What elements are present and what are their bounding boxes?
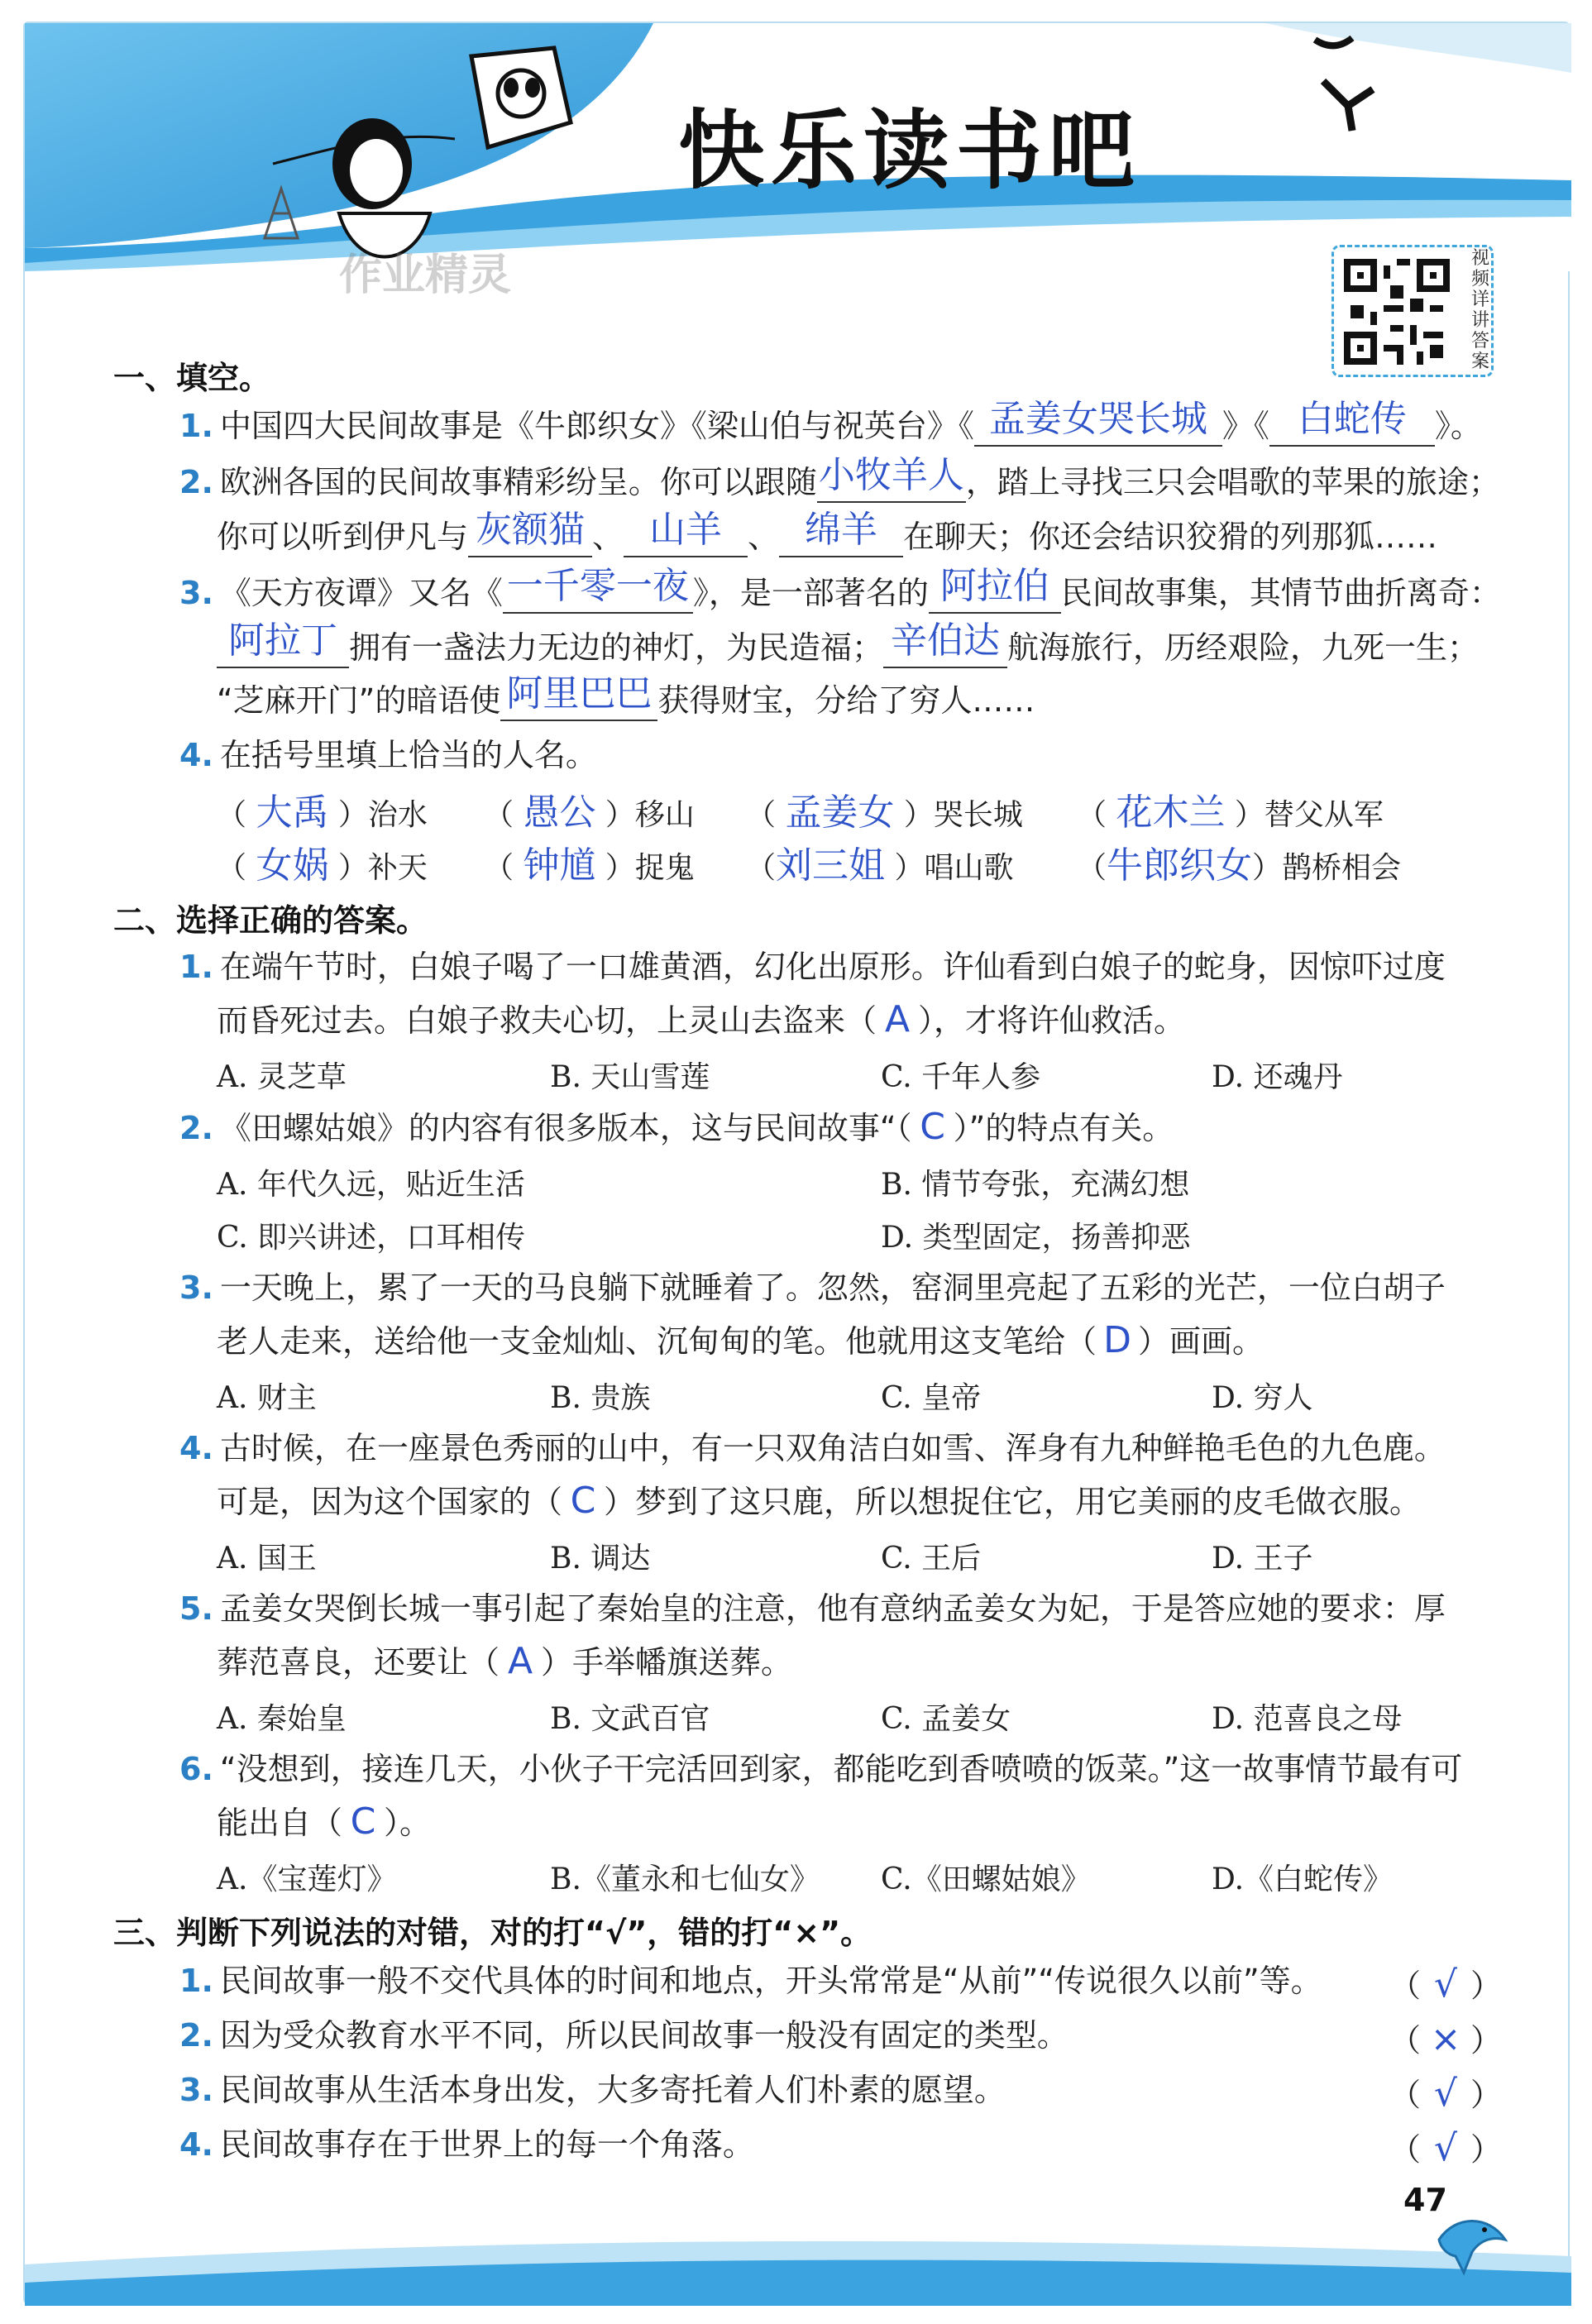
question-text: 在聊天；你还会结识狡猾的列那狐……	[903, 519, 1438, 555]
option-d[interactable]: D. 范喜良之母	[1212, 1702, 1403, 1736]
handwritten-answer[interactable]: C	[570, 1480, 596, 1522]
s2-q3-line2	[217, 1320, 1264, 1362]
s2-q6-line1	[179, 1748, 1462, 1790]
option-b[interactable]: B. 贵族	[550, 1381, 651, 1415]
s2-q1-line2	[217, 999, 1185, 1041]
name-item-text: 捉鬼	[634, 851, 695, 885]
statement-text: 因为受众教育水平不同，所以民间故事一般没有固定的类型。	[219, 2017, 1069, 2054]
option-a[interactable]: A. 国王	[217, 1542, 317, 1576]
handwritten-answer: 辛伯达	[891, 619, 1001, 662]
answer-blank[interactable]	[503, 565, 693, 614]
question-text: 欧洲各国的民间故事精彩纷呈。你可以跟随	[219, 464, 817, 500]
question-text: ）梦到了这只鹿，所以想捉住它，用它美丽的皮毛做衣服。	[604, 1484, 1422, 1520]
section-3-title: 三、判断下列说法的对错，对的打“√”，错的打“×”。	[113, 1915, 872, 1951]
answer-blank[interactable]	[883, 619, 1007, 668]
separator: 、	[748, 519, 780, 555]
statement-text: 民间故事一般不交代具体的时间和地点，开头常常是“从前”“传说很久以前”等。	[219, 1963, 1322, 1999]
handwritten-answer[interactable]: A	[507, 1640, 533, 1682]
handwritten-answer[interactable]: A	[884, 998, 911, 1040]
question-text: 而昏死过去。白娘子救夫心切，上灵山去盗来（	[217, 1002, 877, 1039]
qr-label: 视频详讲答案	[1470, 248, 1489, 372]
answer-blank[interactable]	[468, 509, 592, 557]
name-item-text: 鹊桥相会	[1282, 851, 1402, 885]
s1-q2-line2	[217, 509, 1438, 557]
question-text: 你可以听到伊凡与	[217, 519, 469, 555]
question-text: 获得财宝，分给了穷人……	[657, 682, 1035, 719]
name-item: （ 花木兰 ）替父从军	[1077, 782, 1384, 835]
s1-q3-line2	[217, 619, 1480, 668]
handwritten-answer: 一千零一夜	[506, 565, 689, 607]
question-number: 2.	[179, 2017, 213, 2054]
statement-text: 民间故事存在于世界上的每一个角落。	[219, 2126, 754, 2163]
handwritten-answer[interactable]: C	[920, 1106, 945, 1148]
question-text: 古时候，在一座景色秀丽的山中，有一只双角洁白如雪、浑身有九种鲜艳毛色的九色鹿。	[219, 1430, 1446, 1466]
question-number: 3.	[179, 2072, 213, 2108]
question-text: 在端午节时，白娘子喝了一口雄黄酒，幻化出原形。许仙看到白娘子的蛇身，因惊吓过度	[219, 949, 1446, 985]
s3-item	[179, 2015, 1069, 2056]
s2-q3-line1	[179, 1267, 1446, 1308]
name-item-text: 补天	[367, 851, 428, 885]
watermark: 作业精灵	[339, 251, 512, 300]
question-text: 《天方夜谭》又名《	[219, 575, 503, 611]
question-number: 1.	[179, 949, 213, 985]
answer-blank[interactable]	[974, 398, 1222, 447]
question-text: 航海旅行，历经艰险，九死一生；	[1007, 629, 1480, 666]
handwritten-answer: ×	[1430, 2018, 1461, 2060]
answer-blank[interactable]	[929, 565, 1061, 614]
page-number: 47	[1403, 2182, 1447, 2218]
handwritten-answer: 绵羊	[805, 509, 878, 551]
handwritten-answer[interactable]: D	[1103, 1319, 1131, 1361]
handwritten-answer: 白蛇传	[1297, 398, 1407, 440]
question-number: 4.	[179, 737, 213, 773]
s3-item	[179, 2124, 754, 2165]
handwritten-answer: 山羊	[649, 509, 723, 551]
option-d[interactable]: D. 王子	[1212, 1542, 1313, 1576]
handwritten-answer: 阿里巴巴	[506, 672, 653, 715]
s2-q1-line1	[179, 946, 1446, 987]
option-b[interactable]: B. 情节夸张，充满幻想	[881, 1168, 1190, 1202]
judge-answer[interactable]: （ √ ）	[1389, 2073, 1503, 2115]
question-number: 4.	[179, 2126, 213, 2163]
handwritten-answer: 孟姜女哭长城	[988, 398, 1207, 440]
handwritten-answer: 阿拉丁	[228, 619, 337, 662]
question-text: “没想到，接连几天，小伙子干完活回到家，都能吃到香喷喷的饭菜。”这一故事情节最有可	[219, 1751, 1463, 1787]
question-text: 可是，因为这个国家的（	[217, 1484, 563, 1520]
answer-blank[interactable]	[779, 509, 903, 557]
handwritten-answer: √	[1433, 1963, 1458, 2006]
s2-q5-line1	[179, 1588, 1446, 1629]
question-number: 2.	[179, 1110, 213, 1146]
s2-q2-line1	[179, 1107, 1174, 1149]
option-d[interactable]: D. 穷人	[1212, 1381, 1313, 1415]
name-item: （ 钟馗 ）捉鬼	[484, 835, 695, 888]
handwritten-answer[interactable]: 孟姜女	[785, 791, 895, 834]
question-text: 孟姜女哭倒长城一事引起了秦始皇的注意，他有意纳孟姜女为妃，于是答应她的要求：厚	[219, 1590, 1446, 1627]
question-text: 》。	[1434, 408, 1482, 444]
question-text: ），才将许仙救活。	[918, 1002, 1186, 1039]
judge-answer[interactable]: （ √ ）	[1389, 1963, 1503, 2006]
question-number: 3.	[179, 575, 213, 611]
name-item-text: 哭长城	[933, 798, 1023, 832]
handwritten-answer[interactable]: 女娲	[256, 844, 329, 887]
option-c[interactable]: C. 千年人参	[881, 1060, 1041, 1094]
option-c[interactable]: C.《田螺姑娘》	[881, 1863, 1091, 1896]
name-item: （ 大禹 ）治水	[217, 782, 428, 835]
option-a[interactable]: A. 财主	[217, 1381, 317, 1415]
handwritten-answer[interactable]: 刘三姐	[776, 844, 886, 887]
handwritten-answer[interactable]: 愚公	[523, 791, 596, 834]
s3-item	[179, 1960, 1322, 2001]
header-banner	[25, 23, 1571, 271]
answer-blank[interactable]	[817, 454, 966, 503]
question-text: “芝麻开门”的暗语使	[217, 682, 501, 719]
s1-q4	[179, 734, 597, 776]
option-a[interactable]: A. 秦始皇	[217, 1702, 347, 1736]
question-text: ）。	[384, 1805, 432, 1841]
s2-q6-line2	[217, 1801, 431, 1843]
statement-text: 民间故事从生活本身出发，大多寄托着人们朴素的愿望。	[219, 2072, 1006, 2108]
option-c[interactable]: C. 王后	[881, 1542, 982, 1576]
handwritten-answer: √	[1433, 2127, 1458, 2169]
answer-blank[interactable]	[500, 672, 657, 721]
option-d[interactable]: D.《白蛇传》	[1212, 1863, 1394, 1896]
question-text: 中国四大民间故事是《牛郎织女》《梁山伯与祝英台》《	[219, 408, 974, 444]
question-text: 》《	[1221, 408, 1269, 444]
handwritten-answer: 灰额猫	[476, 509, 586, 551]
question-text: 老人走来，送给他一支金灿灿、沉甸甸的笔。他就用这支笔给（	[217, 1323, 1097, 1360]
question-text: ）”的特点有关。	[953, 1110, 1174, 1146]
question-text: 》，是一部著名的	[692, 575, 929, 611]
s1-q3-line1	[179, 565, 1501, 614]
name-item: （ 孟姜女 ）哭长城	[746, 782, 1023, 835]
separator: 、	[592, 519, 624, 555]
section-2-title: 二、选择正确的答案。	[113, 902, 428, 939]
handwritten-answer[interactable]: C	[350, 1800, 376, 1843]
option-c[interactable]: C. 即兴讲述，口耳相传	[217, 1221, 526, 1255]
handwritten-answer: 阿拉伯	[939, 565, 1049, 607]
name-item-text: 治水	[367, 798, 428, 832]
handwritten-answer[interactable]: 牛郎织女	[1107, 844, 1253, 887]
s2-q4-line2	[217, 1480, 1421, 1523]
question-text: 一天晚上，累了一天的马良躺下就睡着了。忽然，窑洞里亮起了五彩的光芒，一位白胡子	[219, 1270, 1446, 1306]
name-item-text: 移山	[634, 798, 695, 832]
name-item: （刘三姐 ）唱山歌	[746, 835, 1013, 888]
option-b[interactable]: B.《董永和七仙女》	[550, 1863, 820, 1896]
option-a[interactable]: A. 年代久远，贴近生活	[217, 1168, 525, 1202]
handwritten-answer[interactable]: 钟馗	[523, 844, 596, 887]
question-text: 葬范喜良，还要让（	[217, 1644, 500, 1681]
option-b[interactable]: B. 天山雪莲	[550, 1060, 710, 1094]
section-1-title: 一、填空。	[113, 360, 271, 396]
option-b[interactable]: B. 调达	[550, 1542, 651, 1576]
handwritten-answer[interactable]: 大禹	[256, 791, 329, 834]
handwritten-answer: √	[1433, 2073, 1458, 2115]
option-c[interactable]: C. 孟姜女	[881, 1702, 1011, 1736]
s1-q3-line3	[217, 672, 1035, 721]
option-c[interactable]: C. 皇帝	[881, 1381, 982, 1415]
s3-item	[179, 2069, 1006, 2111]
option-a[interactable]: A. 灵芝草	[217, 1060, 347, 1094]
question-number: 3.	[179, 1270, 213, 1306]
option-d[interactable]: D. 还魂丹	[1212, 1060, 1343, 1094]
answer-blank[interactable]	[217, 619, 349, 668]
s1-q1	[179, 398, 1482, 447]
name-item: （ 女娲 ）补天	[217, 835, 428, 888]
question-text: 能出自（	[217, 1805, 343, 1841]
question-text: ）画画。	[1138, 1323, 1265, 1360]
question-number: 1.	[179, 1963, 213, 1999]
question-number: 2.	[179, 464, 213, 500]
question-text: ）手举幡旗送葬。	[541, 1644, 793, 1681]
qr-code-icon	[1344, 257, 1450, 366]
answer-blank[interactable]	[624, 509, 748, 557]
name-item: （牛郎织女）鹊桥相会	[1077, 835, 1401, 888]
s2-q4-line1	[179, 1427, 1446, 1469]
question-text: 民间故事集，其情节曲折离奇：	[1060, 575, 1501, 611]
handwritten-answer: 小牧羊人	[818, 454, 964, 496]
answer-blank[interactable]	[1269, 398, 1435, 447]
name-item-text: 替父从军	[1264, 798, 1384, 832]
s2-q5-line2	[217, 1641, 792, 1683]
footer-wave	[25, 2207, 1571, 2306]
question-text: ，踏上寻找三只会唱歌的苹果的旅途；	[965, 464, 1500, 500]
question-text: 《田螺姑娘》的内容有很多版本，这与民间故事“（	[219, 1110, 912, 1146]
question-number: 5.	[179, 1590, 213, 1627]
s1-q2-line1	[179, 454, 1500, 503]
name-item: （ 愚公 ）移山	[484, 782, 695, 835]
option-a[interactable]: A.《宝莲灯》	[217, 1863, 397, 1896]
name-item-text: 唱山歌	[924, 851, 1014, 885]
handwritten-answer[interactable]: 花木兰	[1116, 791, 1226, 834]
question-text: 拥有一盏法力无边的神灯，为民造福；	[349, 629, 884, 666]
judge-answer[interactable]: （ √ ）	[1389, 2127, 1503, 2169]
question-number: 4.	[179, 1430, 213, 1466]
question-number: 6.	[179, 1751, 213, 1787]
judge-answer[interactable]: （ × ）	[1389, 2018, 1503, 2060]
page-title: 快乐读书吧	[678, 99, 1142, 201]
question-text: 在括号里填上恰当的人名。	[219, 737, 597, 773]
option-d[interactable]: D. 类型固定，扬善抑恶	[881, 1221, 1191, 1255]
question-number: 1.	[179, 408, 213, 444]
option-b[interactable]: B. 文武百官	[550, 1702, 710, 1736]
page-frame	[23, 22, 1570, 2304]
